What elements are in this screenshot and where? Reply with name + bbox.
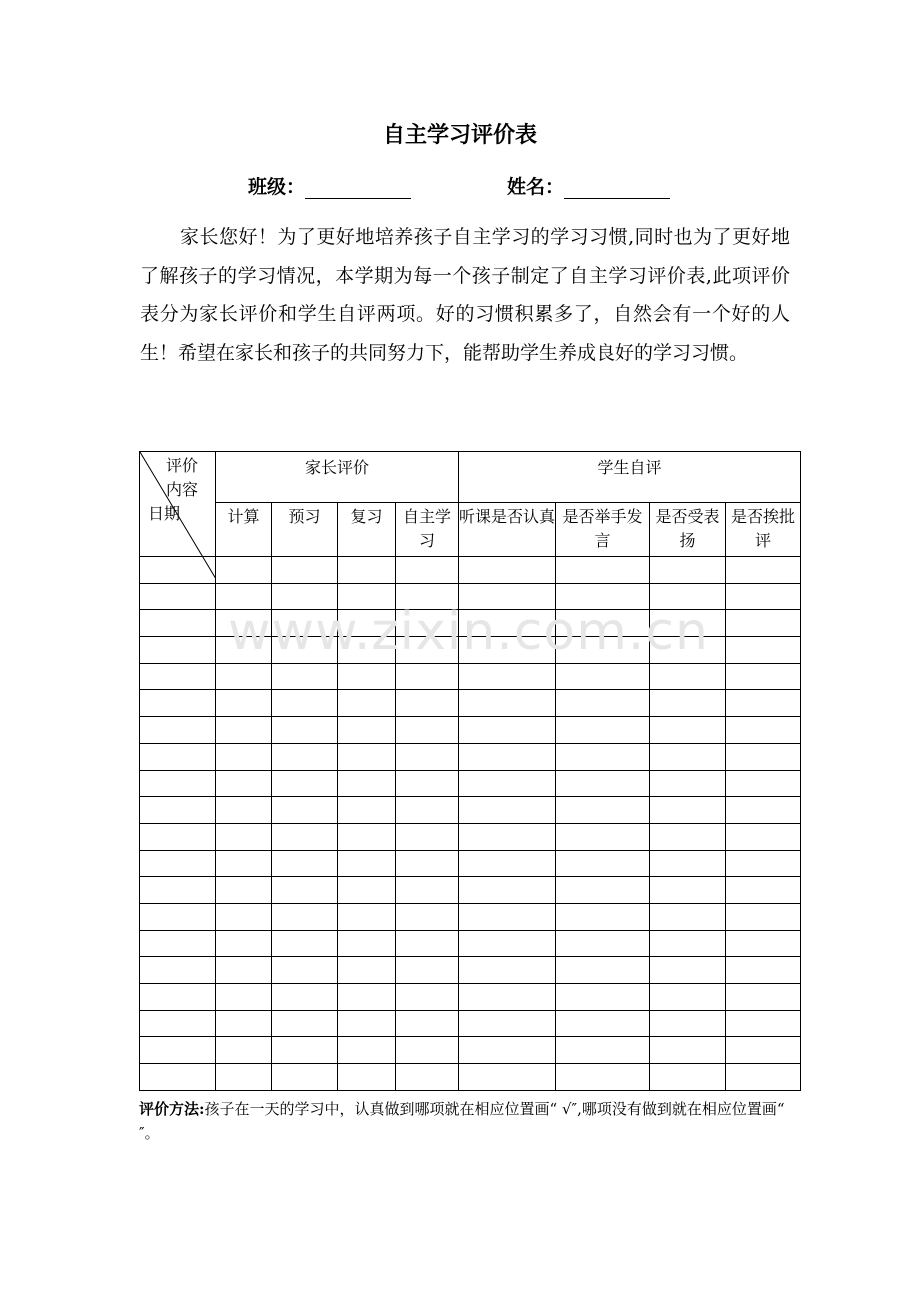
entry-cell[interactable] — [726, 850, 801, 877]
entry-cell[interactable] — [556, 770, 650, 797]
entry-cell[interactable] — [338, 823, 396, 850]
entry-cell[interactable] — [650, 930, 726, 957]
entry-cell[interactable] — [650, 663, 726, 690]
table-row — [140, 690, 801, 717]
entry-cell[interactable] — [650, 903, 726, 930]
entry-cell[interactable] — [650, 877, 726, 904]
entry-cell[interactable] — [556, 743, 650, 770]
entry-cell[interactable] — [338, 743, 396, 770]
table-row — [140, 1064, 801, 1091]
date-cell[interactable] — [140, 850, 216, 877]
watermark-text: www.zixin.com.cn — [228, 602, 709, 662]
entry-cell[interactable] — [650, 1010, 726, 1037]
entry-cell[interactable] — [272, 823, 338, 850]
table-row — [140, 663, 801, 690]
entry-cell[interactable] — [216, 717, 272, 744]
corner-label-pingjia: 评价 — [166, 456, 199, 475]
entry-cell[interactable] — [272, 583, 338, 610]
entry-cell[interactable] — [272, 1037, 338, 1064]
entry-cell[interactable] — [396, 610, 459, 637]
entry-cell[interactable] — [459, 1064, 556, 1091]
parent-col-0-header: 计算 — [216, 503, 272, 557]
entry-cell[interactable] — [556, 930, 650, 957]
entry-cell[interactable] — [726, 930, 801, 957]
entry-cell[interactable] — [726, 877, 801, 904]
student-col-1-header: 是否举手发言 — [556, 503, 650, 557]
entry-cell[interactable] — [216, 663, 272, 690]
corner-header-cell — [140, 452, 216, 557]
student-evaluation-header: 学生自评 — [459, 452, 801, 503]
evaluation-method-note — [139, 1097, 789, 1145]
entry-cell[interactable] — [650, 690, 726, 717]
table-row — [140, 823, 801, 850]
entry-cell[interactable] — [726, 797, 801, 824]
entry-cell[interactable] — [396, 583, 459, 610]
corner-label-riqi: 日期 — [148, 504, 181, 523]
date-cell[interactable] — [140, 823, 216, 850]
entry-cell[interactable] — [272, 663, 338, 690]
entry-cell[interactable] — [396, 797, 459, 824]
entry-cell[interactable] — [338, 797, 396, 824]
entry-cell[interactable] — [726, 557, 801, 584]
evaluation-table — [139, 451, 801, 1091]
entry-cell[interactable] — [338, 770, 396, 797]
entry-cell[interactable] — [396, 663, 459, 690]
entry-cell[interactable] — [650, 797, 726, 824]
entry-cell[interactable] — [459, 583, 556, 610]
entry-cell[interactable] — [650, 1064, 726, 1091]
entry-cell[interactable] — [556, 690, 650, 717]
entry-cell[interactable] — [556, 1037, 650, 1064]
entry-cell[interactable] — [726, 1037, 801, 1064]
table-row — [140, 1037, 801, 1064]
entry-cell[interactable] — [459, 797, 556, 824]
entry-cell[interactable] — [396, 637, 459, 664]
entry-cell[interactable] — [396, 743, 459, 770]
table-row — [140, 583, 801, 610]
entry-cell[interactable] — [272, 690, 338, 717]
entry-cell[interactable] — [338, 1064, 396, 1091]
table-row — [140, 797, 801, 824]
entry-cell[interactable] — [216, 903, 272, 930]
entry-cell[interactable] — [272, 930, 338, 957]
entry-cell[interactable] — [216, 557, 272, 584]
class-blank-line[interactable] — [305, 178, 411, 199]
entry-cell[interactable] — [556, 663, 650, 690]
date-cell[interactable] — [140, 717, 216, 744]
entry-cell[interactable] — [556, 903, 650, 930]
entry-cell[interactable] — [272, 1010, 338, 1037]
entry-cell[interactable] — [726, 743, 801, 770]
entry-cell[interactable] — [726, 984, 801, 1011]
entry-cell[interactable] — [556, 557, 650, 584]
entry-cell[interactable] — [216, 823, 272, 850]
entry-cell[interactable] — [459, 637, 556, 664]
entry-cell[interactable] — [726, 610, 801, 637]
entry-cell[interactable] — [556, 637, 650, 664]
date-cell[interactable] — [140, 663, 216, 690]
entry-cell[interactable] — [396, 690, 459, 717]
entry-cell[interactable] — [459, 770, 556, 797]
entry-cell[interactable] — [272, 1064, 338, 1091]
corner-label-neirong: 内容 — [166, 480, 199, 499]
entry-cell[interactable] — [726, 690, 801, 717]
entry-cell[interactable] — [396, 557, 459, 584]
date-cell[interactable] — [140, 1064, 216, 1091]
student-col-2-header: 是否受表扬 — [650, 503, 726, 557]
table-row — [140, 557, 801, 584]
entry-cell[interactable] — [338, 930, 396, 957]
entry-cell[interactable] — [272, 903, 338, 930]
entry-cell[interactable] — [396, 1037, 459, 1064]
entry-cell[interactable] — [216, 743, 272, 770]
entry-cell[interactable] — [216, 770, 272, 797]
parent-col-1-header: 预习 — [272, 503, 338, 557]
class-field — [248, 172, 411, 199]
entry-cell[interactable] — [459, 930, 556, 957]
entry-cell[interactable] — [338, 984, 396, 1011]
date-cell[interactable] — [140, 743, 216, 770]
date-cell[interactable] — [140, 637, 216, 664]
table-row — [140, 850, 801, 877]
entry-cell[interactable] — [338, 557, 396, 584]
entry-cell[interactable] — [650, 637, 726, 664]
date-cell[interactable] — [140, 610, 216, 637]
entry-cell[interactable] — [459, 1010, 556, 1037]
entry-cell[interactable] — [726, 770, 801, 797]
entry-cell[interactable] — [650, 1037, 726, 1064]
entry-cell[interactable] — [459, 663, 556, 690]
entry-cell[interactable] — [556, 823, 650, 850]
sub-header-row — [140, 503, 801, 557]
entry-cell[interactable] — [556, 957, 650, 984]
entry-cell[interactable] — [338, 903, 396, 930]
entry-cell[interactable] — [459, 957, 556, 984]
date-cell[interactable] — [140, 1037, 216, 1064]
table-row — [140, 717, 801, 744]
entry-cell[interactable] — [650, 850, 726, 877]
entry-cell[interactable] — [272, 557, 338, 584]
entry-cell[interactable] — [396, 877, 459, 904]
entry-cell[interactable] — [338, 1037, 396, 1064]
entry-cell[interactable] — [650, 823, 726, 850]
entry-cell[interactable] — [338, 663, 396, 690]
entry-cell[interactable] — [396, 984, 459, 1011]
entry-cell[interactable] — [216, 1037, 272, 1064]
date-cell[interactable] — [140, 877, 216, 904]
entry-cell[interactable] — [726, 583, 801, 610]
entry-cell[interactable] — [216, 690, 272, 717]
entry-cell[interactable] — [272, 610, 338, 637]
entry-cell[interactable] — [650, 717, 726, 744]
entry-cell[interactable] — [396, 1064, 459, 1091]
entry-cell[interactable] — [272, 637, 338, 664]
entry-cell[interactable] — [338, 610, 396, 637]
entry-cell[interactable] — [396, 930, 459, 957]
parent-col-3-header: 自主学习 — [396, 503, 459, 557]
entry-cell[interactable] — [459, 610, 556, 637]
entry-cell[interactable] — [396, 957, 459, 984]
table-row — [140, 877, 801, 904]
entry-cell[interactable] — [459, 823, 556, 850]
entry-cell[interactable] — [650, 957, 726, 984]
name-label: 姓名： — [507, 176, 565, 198]
table-row — [140, 637, 801, 664]
entry-cell[interactable] — [396, 850, 459, 877]
entry-cell[interactable] — [216, 637, 272, 664]
date-cell[interactable] — [140, 903, 216, 930]
date-cell[interactable] — [140, 770, 216, 797]
entry-cell[interactable] — [459, 984, 556, 1011]
entry-cell[interactable] — [338, 690, 396, 717]
entry-cell[interactable] — [459, 850, 556, 877]
page-title: 自主学习评价表 — [382, 123, 537, 148]
entry-cell[interactable] — [338, 850, 396, 877]
entry-cell[interactable] — [556, 984, 650, 1011]
entry-cell[interactable] — [650, 743, 726, 770]
entry-cell[interactable] — [556, 797, 650, 824]
entry-cell[interactable] — [216, 797, 272, 824]
entry-cell[interactable] — [338, 717, 396, 744]
entry-cell[interactable] — [556, 1064, 650, 1091]
entry-cell[interactable] — [272, 743, 338, 770]
table-row — [140, 984, 801, 1011]
entry-cell[interactable] — [726, 957, 801, 984]
student-col-3-header: 是否挨批评 — [726, 503, 801, 557]
entry-cell[interactable] — [272, 850, 338, 877]
entry-cell[interactable] — [396, 717, 459, 744]
entry-cell[interactable] — [338, 637, 396, 664]
entry-cell[interactable] — [216, 583, 272, 610]
entry-cell[interactable] — [650, 610, 726, 637]
entry-cell[interactable] — [556, 610, 650, 637]
date-cell[interactable] — [140, 797, 216, 824]
entry-cell[interactable] — [726, 823, 801, 850]
entry-cell[interactable] — [272, 877, 338, 904]
entry-cell[interactable] — [338, 1010, 396, 1037]
entry-cell[interactable] — [216, 930, 272, 957]
table-row — [140, 743, 801, 770]
entry-cell[interactable] — [556, 717, 650, 744]
entry-cell[interactable] — [726, 903, 801, 930]
entry-cell[interactable] — [556, 850, 650, 877]
entry-cell[interactable] — [726, 663, 801, 690]
student-col-0-header: 听课是否认真 — [459, 503, 556, 557]
entry-cell[interactable] — [556, 877, 650, 904]
table-row — [140, 770, 801, 797]
entry-cell[interactable] — [272, 797, 338, 824]
date-cell[interactable] — [140, 690, 216, 717]
entry-cell[interactable] — [650, 583, 726, 610]
entry-cell[interactable] — [216, 1064, 272, 1091]
date-cell[interactable] — [140, 957, 216, 984]
entry-cell[interactable] — [459, 1037, 556, 1064]
table-row — [140, 957, 801, 984]
entry-cell[interactable] — [216, 984, 272, 1011]
table-body — [140, 557, 801, 1091]
entry-cell[interactable] — [650, 557, 726, 584]
entry-cell[interactable] — [272, 984, 338, 1011]
date-cell[interactable] — [140, 1010, 216, 1037]
entry-cell[interactable] — [216, 877, 272, 904]
entry-cell[interactable] — [726, 1064, 801, 1091]
name-field — [507, 172, 670, 199]
note-text: 孩子在一天的学习中，认真做到哪项就在相应位置画“ √″,哪项没有做到就在相应位置画“ ″。 — [139, 1100, 785, 1142]
entry-cell[interactable] — [459, 903, 556, 930]
entry-cell[interactable] — [726, 637, 801, 664]
name-blank-line[interactable] — [564, 178, 670, 199]
table-row — [140, 610, 801, 637]
table-row — [140, 1010, 801, 1037]
entry-cell[interactable] — [556, 583, 650, 610]
date-cell[interactable] — [140, 583, 216, 610]
entry-cell[interactable] — [272, 770, 338, 797]
entry-cell[interactable] — [272, 957, 338, 984]
entry-cell[interactable] — [216, 1010, 272, 1037]
table-row — [140, 903, 801, 930]
parent-col-2-header: 复习 — [338, 503, 396, 557]
entry-cell[interactable] — [650, 770, 726, 797]
entry-cell[interactable] — [459, 557, 556, 584]
entry-cell[interactable] — [459, 743, 556, 770]
entry-cell[interactable] — [396, 770, 459, 797]
entry-cell[interactable] — [338, 957, 396, 984]
entry-cell[interactable] — [459, 690, 556, 717]
entry-cell[interactable] — [216, 957, 272, 984]
entry-cell[interactable] — [650, 984, 726, 1011]
entry-cell[interactable] — [338, 583, 396, 610]
parent-evaluation-header: 家长评价 — [216, 452, 459, 503]
entry-cell[interactable] — [459, 717, 556, 744]
entry-cell[interactable] — [216, 610, 272, 637]
entry-cell[interactable] — [396, 1010, 459, 1037]
entry-cell[interactable] — [396, 823, 459, 850]
entry-cell[interactable] — [556, 1010, 650, 1037]
entry-cell[interactable] — [338, 877, 396, 904]
entry-cell[interactable] — [726, 717, 801, 744]
table-row — [140, 930, 801, 957]
class-label: 班级： — [248, 176, 306, 198]
date-cell[interactable] — [140, 984, 216, 1011]
entry-cell[interactable] — [459, 877, 556, 904]
intro-paragraph: 家长您好！为了更好地培养孩子自主学习的学习习惯,同时也为了更好地了解孩子的学习情况，本学期为每一个孩子制定了自主学习评价表,此项评价表分为家长评价和学生自评两项。好的习惯积累多了，自然会有一个好的人生！希望在家长和孩子的共同努力下，能帮助学生养成良好的学习习惯。 — [140, 226, 790, 364]
entry-cell[interactable] — [272, 717, 338, 744]
entry-cell[interactable] — [396, 903, 459, 930]
date-cell[interactable] — [140, 930, 216, 957]
entry-cell[interactable] — [726, 1010, 801, 1037]
note-label: 评价方法: — [139, 1100, 205, 1118]
entry-cell[interactable] — [216, 850, 272, 877]
